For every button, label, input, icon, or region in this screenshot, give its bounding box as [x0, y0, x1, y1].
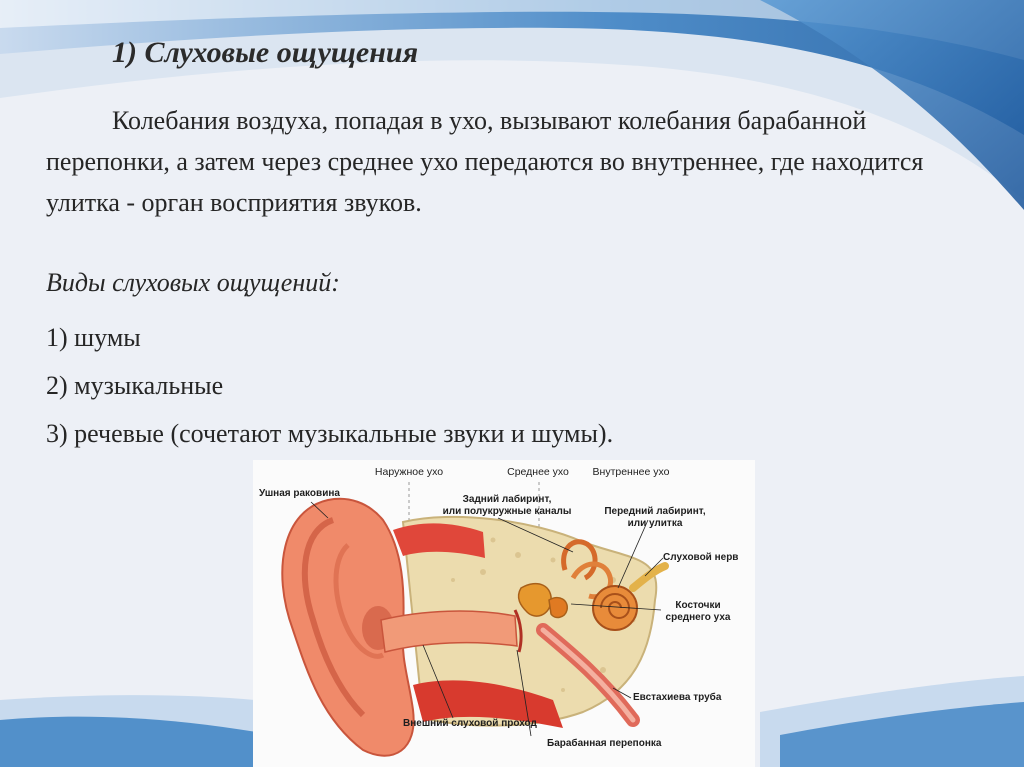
header-outer-ear: Наружное ухо	[374, 466, 444, 478]
ear-anatomy-diagram	[253, 460, 755, 767]
label-ossicles: Косточки среднего уха	[665, 600, 731, 623]
label-auditory-nerve: Слуховой нерв	[663, 552, 739, 563]
slide-title: 1) Слуховые ощущения	[112, 36, 419, 69]
types-list	[46, 318, 613, 462]
label-auricle: Ушная раковина	[259, 488, 340, 499]
label-eardrum: Барабанная перепонка	[547, 738, 662, 749]
body-paragraph: Колебания воздуха, попадая в ухо, вызывают колебания барабанной перепонки, а затем через среднее ухо передаются во внутреннее, где находится улитка - орган восприятия звуков.	[46, 106, 924, 217]
header-middle-ear: Среднее ухо	[507, 466, 569, 478]
label-eustachian-tube: Евстахиева труба	[633, 692, 722, 703]
label-anterior-labyrinth: Передний лабиринт, или улитка	[604, 506, 706, 529]
label-ear-canal: Внешний слуховой проход	[403, 718, 537, 729]
label-posterior-labyrinth: Задний лабиринт, или полукружные каналы	[442, 494, 572, 517]
header-inner-ear: Внутреннее ухо	[592, 466, 670, 478]
list-item: 1) шумы	[46, 323, 141, 352]
types-heading: Виды слуховых ощущений:	[46, 268, 340, 297]
list-item: 3) речевые (сочетают музыкальные звуки и шумы).	[46, 419, 614, 448]
list-item: 2) музыкальные	[46, 371, 224, 400]
